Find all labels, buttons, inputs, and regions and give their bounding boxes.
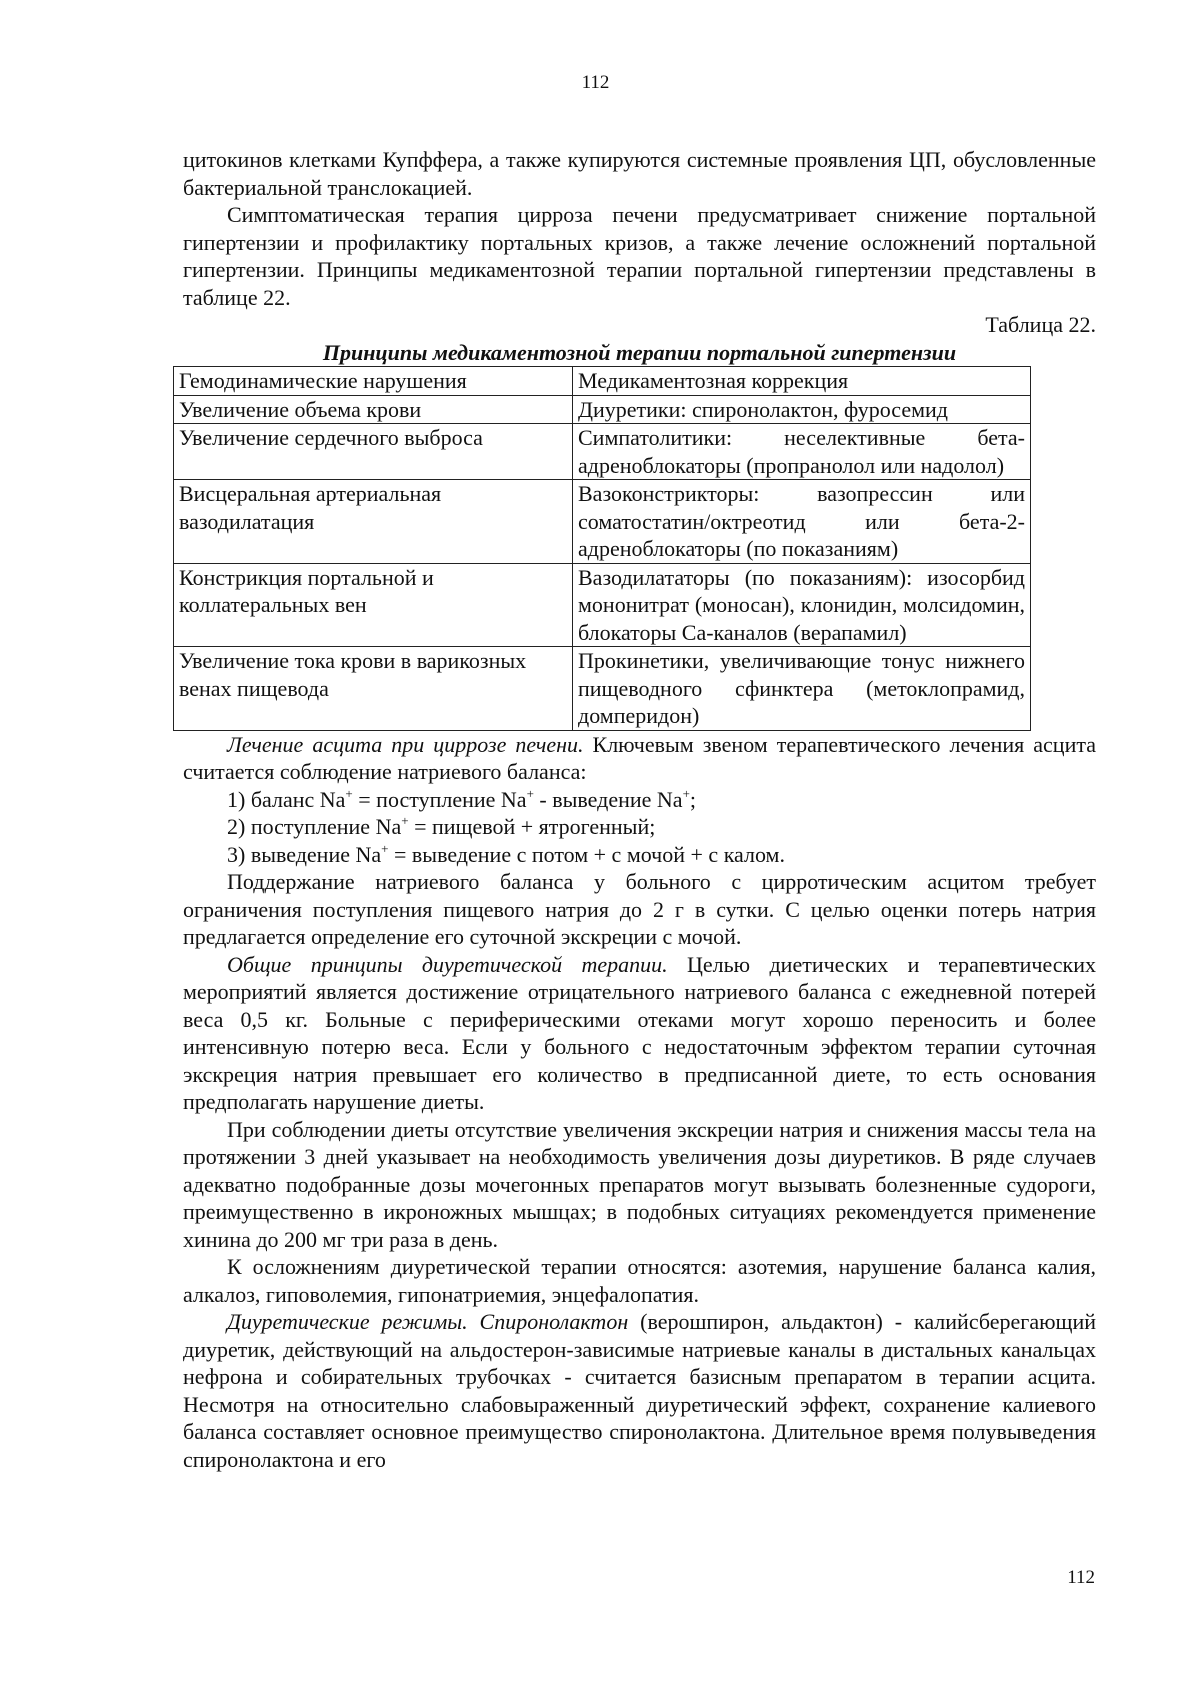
- ascites-heading: Лечение асцита при циррозе печени.: [227, 731, 584, 757]
- table-label: Таблица 22.: [985, 312, 1096, 337]
- table-row: [174, 424, 1031, 480]
- spironolactone-term: Спиронолактон: [479, 1309, 629, 1334]
- superscript-plus: +: [381, 840, 389, 856]
- list-text: ;: [689, 786, 697, 812]
- superscript-plus: +: [345, 785, 353, 801]
- table-cell: Увеличение тока крови в варикозных венах пищевода: [174, 647, 573, 731]
- table-caption: Принципы медикаментозной терапии портальной гипертензии: [322, 339, 957, 365]
- table-cell: Увеличение объема крови: [174, 395, 573, 424]
- paragraph-diuretic-principles: [183, 951, 1096, 1116]
- page-number-bottom: 112: [1067, 1567, 1095, 1588]
- diuretic-principles-text: Целью диетических и терапевтических мероприятий является достижение отрицательного натриевого баланса с ежедневной потерей веса 0,5 кг. Больные с периферическими отеками могут хорошо переносить и более интенсивную потерю веса. Если у больного с недостаточным эффектом терапии суточная экскреция натрия превышает его количество в предписанной диете, то есть основания предполагать нарушение диеты.: [183, 951, 1096, 1114]
- diuretic-regimens-text: (верошпирон, альдактон) - калийсберегающий диуретик, действующий на альдостерон-зависимые натриевые каналы в дистальных канальцах нефрона и собирательных трубочках - считается базисным препаратом в терапии асцита. Несмотря на относительно слабовыраженный диуретический эффект, сохранение калиевого баланса составляет основное преимущество спиронолактона. Длительное время полувыведения спиронолактона и его: [183, 1309, 1097, 1472]
- list-item: [183, 841, 1096, 869]
- table-cell: Увеличение сердечного выброса: [174, 424, 573, 480]
- diuretic-regimens-heading: Диуретические режимы.: [227, 1309, 468, 1334]
- table-cell: Висцеральная артериальная вазодилатация: [174, 480, 573, 564]
- page-content: [179, 146, 1097, 1473]
- table-row: [174, 647, 1031, 731]
- list-text: 2) поступление Na: [227, 814, 402, 839]
- therapy-table: [173, 366, 1031, 731]
- list-item: [183, 786, 1096, 814]
- list-item: [183, 813, 1096, 841]
- table-cell: Вазодилататоры (по показаниям): изосорбид мононитрат (моносан), клонидин, молсидомин, блокаторы Са-каналов (верапамил): [573, 563, 1031, 647]
- paragraph-sodium-balance: Поддержание натриевого баланса у больного с цирротическим асцитом требует ограничения поступления пищевого натрия до 2 г в сутки. С целью оценки потерь натрия предлагается определение его суточной экскреции с мочой.: [183, 869, 1096, 949]
- paragraph-diuretic-regimens: [183, 1308, 1096, 1473]
- page-number-top: 112: [581, 72, 610, 93]
- table-header-row: [174, 367, 1031, 396]
- table-cell: Диуретики: спиронолактон, фуросемид: [573, 395, 1031, 424]
- superscript-plus: +: [401, 813, 409, 828]
- table-row: [174, 563, 1031, 647]
- table-cell: Прокинетики, увеличивающие тонус нижнего пищеводного сфинктера (метоклопрамид, домперидон): [573, 647, 1031, 731]
- superscript-plus: +: [526, 785, 534, 801]
- table-row: [174, 395, 1031, 424]
- paragraph-symptomatic-therapy: Симптоматическая терапия цирроза печени предусматривает снижение портальной гипертензии и профилактику портальных кризов, а также лечение осложнений портальной гипертензии. Принципы медикаментозной терапии портальной гипертензии представлены в таблице 22.: [183, 202, 1096, 310]
- list-text: - выведение Na: [533, 786, 683, 812]
- list-text: = выведение с потом + с мочой + с калом.: [388, 841, 785, 867]
- paragraph-complications: К осложнениям диуретической терапии относятся: азотемия, нарушение баланса калия, алкалоз, гиповолемия, гипонатриемия, энцефалопатия.: [183, 1254, 1096, 1307]
- superscript-plus: +: [682, 785, 690, 801]
- paragraph-ascites-treatment: [183, 731, 1096, 786]
- ascites-text: Ключевым звеном терапевтического лечения асцита считается соблюдение натриевого баланса:: [183, 731, 1096, 784]
- paragraph-diet: При соблюдении диеты отсутствие увеличения экскреции натрия и снижения массы тела на протяжении 3 дней указывает на необходимость увеличения дозы диуретиков. В ряде случаев адекватно подобранные дозы мочегонных препаратов могут вызывать болезненные судороги, преимущественно в икроножных мышцах; в подобных ситуациях рекомендуется применение хинина до 200 мг три раза в день.: [183, 1116, 1096, 1252]
- list-text: 3) выведение Na: [227, 841, 382, 867]
- table-cell: Вазоконстрикторы: вазопрессин или соматостатин/октреотид или бета-2-адреноблокаторы (по показаниям): [573, 480, 1031, 564]
- diuretic-principles-heading: Общие принципы диуретической терапии.: [227, 951, 668, 977]
- table-row: [174, 480, 1031, 564]
- table-cell: Симпатолитики: неселективные бета-адреноблокаторы (пропранолол или надолол): [573, 424, 1031, 480]
- list-text: = пищевой + ятрогенный;: [408, 814, 656, 839]
- table-cell: Констрикция портальной и коллатеральных вен: [174, 563, 573, 647]
- paragraph-cytokines: цитокинов клетками Купффера, а также купируются системные проявления ЦП, обусловленные бактериальной транслокацией.: [183, 147, 1096, 200]
- list-text: = поступление Na: [352, 786, 527, 812]
- table-header-cell: Медикаментозная коррекция: [573, 367, 1031, 396]
- list-text: 1) баланс Na: [227, 786, 346, 812]
- table-header-cell: Гемодинамические нарушения: [174, 367, 573, 396]
